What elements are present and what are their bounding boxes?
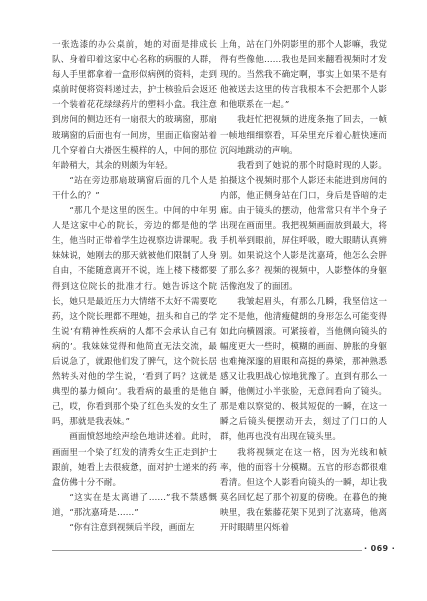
paragraph: “站在旁边那扇玻璃窗后面的几个人是干什么的？” [52,175,217,201]
paragraph: “这实在是太离谱了……”我不禁感慨道，“那沈嘉琦是……” [52,492,217,518]
paragraph: “那几个是这里的医生。中间的中年男人是这家中心的院长，旁边的都是他的学生，他当时正带着学生边视察边讲课呢。我妹妹说，她刚去的那天就被他们限制了人身自由，不能随意离开不说，连上楼下楼都要得到这位院长的批准才行。她告诉这个院长，她只是最近压力大情绪不太好不需要吃药，这个院长理都不理她，扭头和自己的学生说‘有精神性疾病的人都不会承认自己有病的’。我妹妹觉得和他简直无法交流，最后说急了，就跟他们发了脾气，这个院长居然转头对他的学生说，‘看到了吗？这就是典型的暴力倾向’。我看病的最重的是他自己，哎，你看到那个染了红色头发的女生了吗，那就是我表妹。” [52,206,217,428]
paragraph: 我看到了她说的那个时隐时现的人影。拍摄这个视频时那个人影还未能进到房间的内部，他正侧身站在门口，身后是昏暗的走廊。由于镜头的摆动，他常常只有半个身子出现在画面里。我把视频画面放到最大，将手机举到眼前，屏住呼吸，瞪大眼睛认真辨别。如果说这个人影是沈嘉琦，他怎么会胖了那么多？视频的视频中，人影整体的身躯活像泡发了的面团。 [220,160,387,292]
paragraph: 一张选漆的办公桌前，她的对面是排成长队、身着印着这家中心名称的病服的人群，每人手里都拿着一盒形似病例的资料，走到桌前时便将资料递过去，护士核验后会返还一个装着花花绿绿药片的塑料小盒。我注意到房间的侧边还有一扇很大的玻璃窗，那扇玻璃窗的后面也有一间房，里面正临窗站着几个穿着白大褂医生模样的人，中间的那位年龄稍大，其余的则颇为年轻。 [52,40,217,171]
paragraph: 我赶忙把视频的进度条拖了回去，一帧一帧地细细察看，耳朵里充斥着心脏快速而沉闷地跳动的声响。 [220,115,387,156]
page-number: · 069 · [364,544,396,553]
left-text-column [52,38,217,536]
paragraph: “你有注意到视频后半段，画面左 [69,523,195,533]
paragraph: 我皱起眉头，有那么几瞬，我坚信这一定不是他，他清瘦健朗的身形怎么可能变得如此向横圆滚。可紧接着，当他侧向镜头的幅度更大一些时，模糊的画面、肿胀的身躯也难掩深邃的眉眼和高挺的鼻梁，那神熟悉感又让我胆战心惊地犹豫了。直到有那么一瞬，他侧过小半张脸，无意间看向了镜头。那是难以察觉的、极其短促的一瞬，在这一瞬之后镜头便摆动开去，刻过了门口的人群，他再也没有出现在镜头里。 [220,296,387,443]
paragraph: 上角，站在门外阴影里的那个人影嘛，我觉得有些像他……我也是回来翻看视频时才发现的。当然我不确定啊，事实上如果不是有他被送去这里的传言我根本不会把那个人影和他联系在一起。” [220,40,387,111]
right-text-column [220,38,387,536]
paragraph: 我将视频定在这一格，因为光线和帧率，他的面容十分模糊。五官的形态都很难看清。但这个人影看向镜头的一瞬，却让我莫名回忆起了那个初夏的傍晚。在暮色的掩映里，我在紫藤花架下见到了沈嘉琦，他离开时眼睛里闪烁着 [220,447,387,533]
footer-rule [52,550,362,551]
paragraph: 画面愤怒地绘声绘色地讲述着。此时，画面里一个染了红发的清秀女生正走到护士跟前，她看上去很疲惫，面对护士递来的药盒仿佛十分不耐。 [52,432,217,488]
